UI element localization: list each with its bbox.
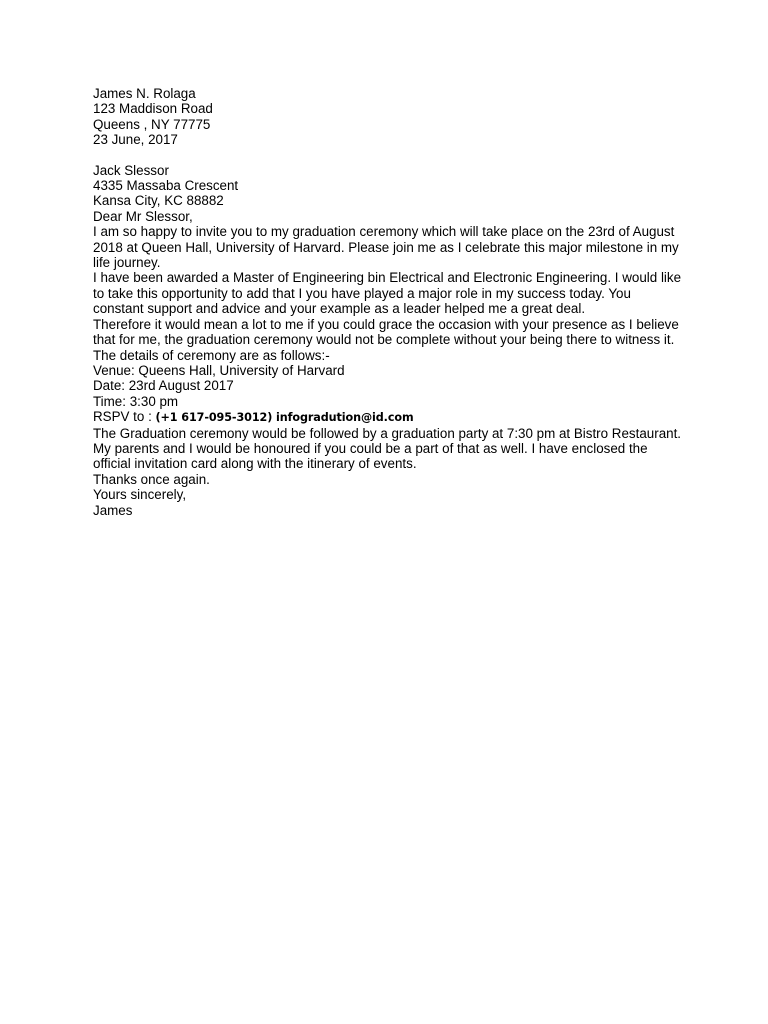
- thanks-line: Thanks once again.: [93, 471, 210, 487]
- body-paragraph: I am so happy to invite you to my graduation ceremony which will take place on the 23rd of August 2018 at Queen Hall, University of Harvard. Please join me as I celebrate this major milestone in my life journey.: [93, 224, 679, 271]
- recipient-name: Jack Slessor: [93, 162, 169, 178]
- venue-line: Venue: Queens Hall, University of Harvard: [93, 362, 345, 378]
- rsvp-contact: (+1 617-095-3012) infogradution@id.com: [155, 411, 414, 425]
- recipient-address-line1: 4335 Massaba Crescent: [93, 178, 239, 194]
- sender-address: [93, 86, 683, 132]
- sender-address-line1: 123 Maddison Road: [93, 101, 213, 117]
- details-intro: The details of ceremony are as follows:-: [93, 347, 330, 363]
- sender-name: James N. Rolaga: [93, 86, 196, 101]
- rsvp-line: [93, 409, 683, 425]
- salutation: Dear Mr Slessor,: [93, 208, 193, 224]
- body-paragraph: I have been awarded a Master of Engineering bin Electrical and Electronic Engineering. I would like to take this opportunity to add that I you have played a major role in my success today. You constant support and advice and your example as a leader helped me a great deal.: [93, 270, 682, 317]
- body-paragraph: Therefore it would mean a lot to me if you could grace the occasion with your presence as I believe that for me, the graduation ceremony would not be complete without your being there to witness it.: [93, 316, 679, 348]
- recipient-address-line2: Kansa City, KC 88882: [93, 193, 224, 209]
- letter-body: [93, 86, 683, 518]
- signature: James: [93, 502, 133, 518]
- sender-address-line2: Queens , NY 77775: [93, 116, 211, 132]
- event-date-line: Date: 23rd August 2017: [93, 378, 234, 394]
- time-line: Time: 3:30 pm: [93, 393, 179, 409]
- sign-off: Yours sincerely,: [93, 487, 187, 503]
- letter-date: 23 June, 2017: [93, 132, 178, 148]
- closing-paragraph: The Graduation ceremony would be followed by a graduation party at 7:30 pm at Bistro Restaurant. My parents and I would be honoured if you could be a part of that as well. I have enclosed the official invitation card along with the itinerary of events.: [93, 425, 682, 472]
- rsvp-label: RSPV to :: [93, 409, 156, 425]
- recipient-address: [93, 163, 683, 209]
